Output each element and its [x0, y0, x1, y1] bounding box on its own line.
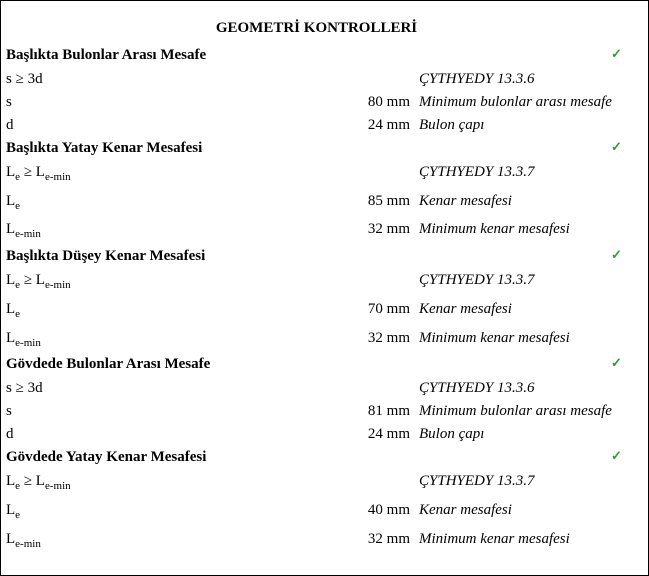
section-heading-row [6, 140, 636, 160]
description: Bulon çapı [419, 117, 485, 133]
check-row [6, 94, 636, 114]
code-reference: ÇYTHYEDY 13.3.7 [419, 272, 535, 288]
check-row [6, 380, 636, 400]
value: 70 mm [367, 301, 410, 317]
section-heading-row [6, 356, 636, 376]
section-heading-row [6, 47, 636, 67]
symbol: $L_{e-min}$ [6, 531, 41, 550]
value: 24 mm [367, 117, 410, 133]
section-heading: Başlıkta Bulonlar Arası Mesafe [6, 47, 207, 63]
value: 85 mm [367, 193, 410, 209]
symbol: $L_e \ge L_{e-min}$ [6, 272, 71, 291]
section-heading: Başlıkta Düşey Kenar Mesafesi [6, 248, 206, 264]
check-icon: ✓ [611, 139, 622, 154]
check-icon: ✓ [611, 448, 622, 463]
symbol: $L_e \ge L_{e-min}$ [6, 164, 71, 183]
symbol: $L_e$ [6, 193, 21, 212]
description: Minimum kenar mesafesi [419, 330, 570, 346]
check-row [6, 71, 636, 91]
check-row [6, 193, 636, 213]
symbol: s [6, 94, 12, 110]
description: Kenar mesafesi [419, 502, 512, 518]
value: 80 mm [367, 94, 410, 110]
check-row [6, 272, 636, 292]
section-heading: Gövdede Yatay Kenar Mesafesi [6, 449, 207, 465]
value: 32 mm [367, 531, 410, 547]
value: 24 mm [367, 426, 410, 442]
symbol: $L_e$ [6, 502, 21, 521]
check-row [6, 473, 636, 493]
description: Bulon çapı [419, 426, 485, 442]
value: 32 mm [367, 330, 410, 346]
check-row [6, 531, 636, 551]
value: 40 mm [367, 502, 410, 518]
symbol: s ≥ 3d [6, 380, 43, 396]
check-row [6, 403, 636, 423]
check-row [6, 330, 636, 350]
symbol: $L_e \ge L_{e-min}$ [6, 473, 71, 492]
description: Kenar mesafesi [419, 193, 512, 209]
section-heading: Gövdede Bulonlar Arası Mesafe [6, 356, 211, 372]
check-row [6, 301, 636, 321]
value: 81 mm [367, 403, 410, 419]
check-icon: ✓ [611, 247, 622, 262]
check-row [6, 426, 636, 446]
check-row [6, 221, 636, 241]
description: Minimum bulonlar arası mesafe [419, 94, 612, 110]
description: Minimum kenar mesafesi [419, 531, 570, 547]
section-heading: Başlıkta Yatay Kenar Mesafesi [6, 140, 203, 156]
check-row [6, 117, 636, 137]
symbol: s ≥ 3d [6, 71, 43, 87]
description: Kenar mesafesi [419, 301, 512, 317]
check-icon: ✓ [611, 355, 622, 370]
symbol: $L_{e-min}$ [6, 330, 41, 349]
symbol: s [6, 403, 12, 419]
page-title: GEOMETRİ KONTROLLERİ [215, 20, 418, 36]
code-reference: ÇYTHYEDY 13.3.6 [419, 71, 535, 87]
code-reference: ÇYTHYEDY 13.3.6 [419, 380, 535, 396]
section-heading-row [6, 248, 636, 268]
symbol: $L_e$ [6, 301, 21, 320]
description: Minimum kenar mesafesi [419, 221, 570, 237]
check-row [6, 502, 636, 522]
check-row [6, 164, 636, 184]
value: 32 mm [367, 221, 410, 237]
symbol: $L_{e-min}$ [6, 221, 41, 240]
code-reference: ÇYTHYEDY 13.3.7 [419, 473, 535, 489]
code-reference: ÇYTHYEDY 13.3.7 [419, 164, 535, 180]
check-icon: ✓ [611, 46, 622, 61]
symbol: d [6, 117, 14, 133]
description: Minimum bulonlar arası mesafe [419, 403, 612, 419]
symbol: d [6, 426, 14, 442]
section-heading-row [6, 449, 636, 469]
